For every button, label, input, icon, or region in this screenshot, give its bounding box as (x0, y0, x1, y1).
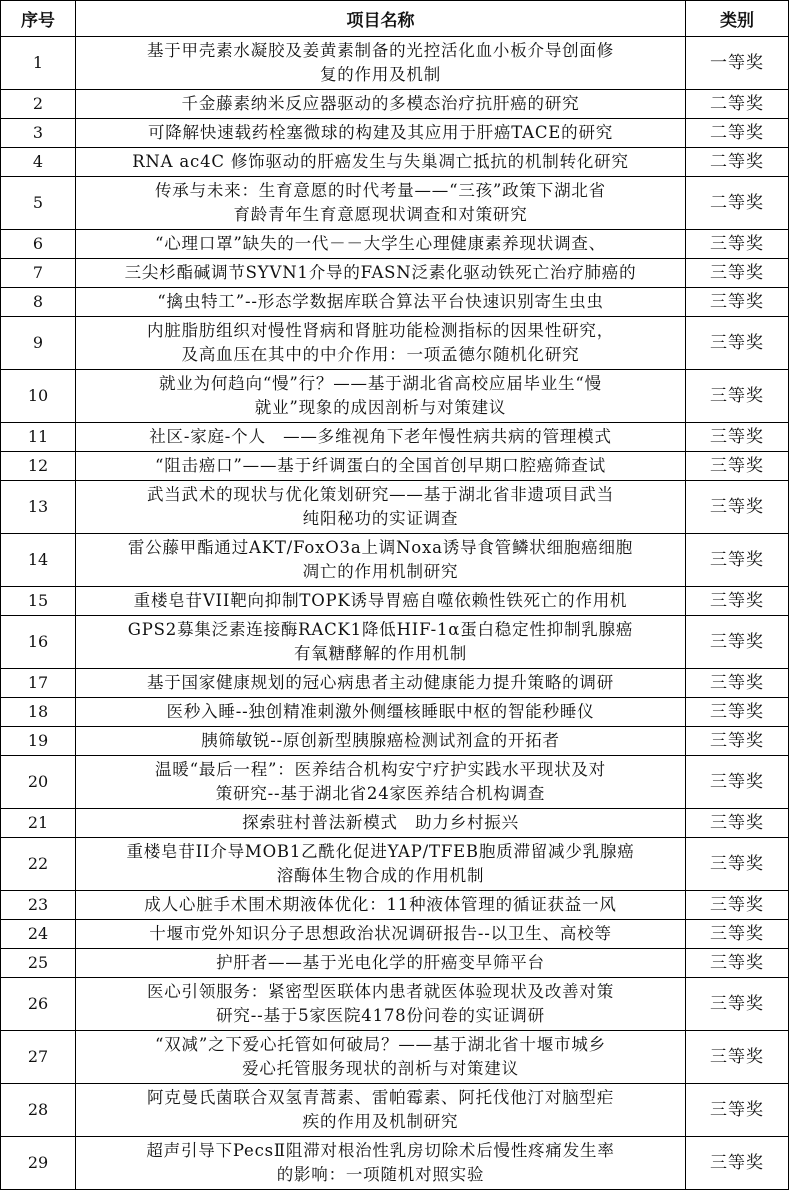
table-row (1, 949, 789, 978)
award-category: 三等奖 (686, 288, 789, 317)
row-number: 4 (1, 148, 76, 177)
project-name (76, 616, 686, 669)
project-name-line: 基于国家健康规划的冠心病患者主动健康能力提升策略的调研 (146, 673, 615, 692)
project-name (76, 949, 686, 978)
row-number: 2 (1, 90, 76, 119)
project-name-line: 超声引导下PecsⅡ阻滞对根治性乳房切除术后慢性疼痛发生率 (146, 1141, 615, 1160)
table-row (1, 423, 789, 452)
row-number: 28 (1, 1084, 76, 1137)
award-category: 三等奖 (686, 587, 789, 616)
row-number: 25 (1, 949, 76, 978)
project-name-line: 就业为何趋向“慢”行？——基于湖北省高校应届毕业生“慢 (159, 374, 602, 393)
award-category: 三等奖 (686, 616, 789, 669)
project-name (76, 698, 686, 727)
project-name (76, 370, 686, 423)
award-category: 三等奖 (686, 949, 789, 978)
award-category: 三等奖 (686, 370, 789, 423)
project-name (76, 727, 686, 756)
table-row (1, 698, 789, 727)
row-number: 7 (1, 259, 76, 288)
project-name (76, 756, 686, 809)
row-number: 10 (1, 370, 76, 423)
project-name-line: 基于甲壳素水凝胶及姜黄素制备的光控活化血小板介导创面修 (146, 41, 615, 60)
row-number: 29 (1, 1137, 76, 1190)
table-row (1, 838, 789, 891)
project-name-line: 千金藤素纳米反应器驱动的多模态治疗抗肝癌的研究 (181, 94, 580, 113)
project-name (76, 481, 686, 534)
table-row (1, 119, 789, 148)
project-name (76, 1084, 686, 1137)
project-name-line: 十堰市党外知识分子思想政治状况调研报告--以卫生、高校等 (149, 924, 612, 943)
table-row (1, 90, 789, 119)
table-row (1, 148, 789, 177)
row-number: 12 (1, 452, 76, 481)
project-name (76, 978, 686, 1031)
row-number: 8 (1, 288, 76, 317)
table-row (1, 616, 789, 669)
project-name-line: 探索驻村普法新模式 助力乡村振兴 (242, 813, 519, 832)
row-number: 27 (1, 1031, 76, 1084)
table-row (1, 317, 789, 370)
row-number: 13 (1, 481, 76, 534)
row-number: 17 (1, 669, 76, 698)
project-name (76, 669, 686, 698)
project-name-line: 溶酶体生物合成的作用机制 (276, 866, 485, 885)
table-row (1, 534, 789, 587)
row-number: 23 (1, 891, 76, 920)
project-name (76, 148, 686, 177)
award-category: 三等奖 (686, 756, 789, 809)
award-category: 三等奖 (686, 1084, 789, 1137)
project-name (76, 423, 686, 452)
award-category: 一等奖 (686, 37, 789, 90)
award-category: 二等奖 (686, 177, 789, 230)
project-name (76, 452, 686, 481)
award-category: 三等奖 (686, 534, 789, 587)
project-name (76, 920, 686, 949)
project-name (76, 177, 686, 230)
project-name-line: 疾的作用及机制研究 (302, 1112, 459, 1131)
award-category: 三等奖 (686, 920, 789, 949)
table-row (1, 452, 789, 481)
table-row (1, 177, 789, 230)
project-name (76, 90, 686, 119)
award-category: 三等奖 (686, 891, 789, 920)
table-row (1, 370, 789, 423)
table-row (1, 259, 789, 288)
table-row (1, 288, 789, 317)
project-name-line: 成人心脏手术围术期液体优化：11种液体管理的循证获益一风 (144, 895, 617, 914)
project-name (76, 317, 686, 370)
project-name-line: 重楼皂苷II介导MOB1乙酰化促进YAP/TFEB胞质滞留减少乳腺癌 (126, 842, 635, 861)
table-row (1, 1084, 789, 1137)
project-name (76, 534, 686, 587)
project-name-line: 复的作用及机制 (319, 65, 442, 84)
table-row (1, 756, 789, 809)
project-name-line: 医心引领服务：紧密型医联体内患者就医体验现状及改善对策 (146, 982, 615, 1001)
row-number: 5 (1, 177, 76, 230)
project-name-line: “阻击癌口”——基于纤调蛋白的全国首创早期口腔癌筛查试 (155, 456, 606, 475)
project-name-line: 的影响：一项随机对照实验 (276, 1165, 485, 1184)
award-category: 三等奖 (686, 452, 789, 481)
award-category: 三等奖 (686, 317, 789, 370)
table-row (1, 481, 789, 534)
award-category: 三等奖 (686, 727, 789, 756)
row-number: 18 (1, 698, 76, 727)
award-category: 三等奖 (686, 423, 789, 452)
row-number: 3 (1, 119, 76, 148)
project-name-line: “双减”之下爱心托管如何破局？——基于湖北省十堰市城乡 (155, 1035, 606, 1054)
project-name-line: 护肝者——基于光电化学的肝癌变早筛平台 (216, 953, 545, 972)
project-name (76, 37, 686, 90)
table-row (1, 37, 789, 90)
award-category: 二等奖 (686, 90, 789, 119)
project-name-line: 医秒入睡--独创精准刺激外侧缰核睡眠中枢的智能秒睡仪 (166, 702, 595, 721)
table-row (1, 920, 789, 949)
project-name-line: 重楼皂苷VII靶向抑制TOPK诱导胃癌自噬依赖性铁死亡的作用机 (133, 591, 628, 610)
project-name-line: 可降解快速载药栓塞微球的构建及其应用于肝癌TACE的研究 (147, 123, 614, 142)
table-row (1, 1137, 789, 1190)
project-name (76, 1031, 686, 1084)
project-name-line: 内脏脂肪组织对慢性肾病和肾脏功能检测指标的因果性研究， (146, 321, 615, 340)
table-row (1, 587, 789, 616)
row-number: 11 (1, 423, 76, 452)
row-number: 22 (1, 838, 76, 891)
header-no: 序号 (1, 1, 76, 37)
project-name (76, 119, 686, 148)
table-body (1, 37, 789, 1190)
award-category: 三等奖 (686, 1137, 789, 1190)
project-name (76, 809, 686, 838)
award-category: 三等奖 (686, 978, 789, 1031)
table-row (1, 891, 789, 920)
row-number: 21 (1, 809, 76, 838)
project-name-line: 研究--基于5家医院4178份问卷的实证调研 (216, 1006, 545, 1025)
row-number: 20 (1, 756, 76, 809)
row-number: 6 (1, 230, 76, 259)
row-number: 9 (1, 317, 76, 370)
award-category: 二等奖 (686, 119, 789, 148)
project-name-line: 凋亡的作用机制研究 (302, 562, 459, 581)
project-name (76, 288, 686, 317)
project-name-line: 传承与未来：生育意愿的时代考量——“三孩”政策下湖北省 (155, 181, 606, 200)
row-number: 26 (1, 978, 76, 1031)
table-row (1, 669, 789, 698)
header-name: 项目名称 (76, 1, 686, 37)
project-name-line: 有氧糖酵解的作用机制 (294, 644, 467, 663)
header-category: 类别 (686, 1, 789, 37)
row-number: 24 (1, 920, 76, 949)
row-number: 16 (1, 616, 76, 669)
project-name-line: 策研究--基于湖北省24家医养结合机构调查 (215, 784, 546, 803)
table-row (1, 978, 789, 1031)
project-name-line: 三尖杉酯碱调节SYVN1介导的FASN泛素化驱动铁死亡治疗肺癌的 (124, 263, 637, 282)
award-category: 三等奖 (686, 230, 789, 259)
project-name-line: 就业”现象的成因剖析与对策建议 (254, 398, 507, 417)
project-name-line: 爱心托管服务现状的剖析与对策建议 (242, 1059, 519, 1078)
award-category: 三等奖 (686, 809, 789, 838)
award-category: 三等奖 (686, 259, 789, 288)
project-name-line: 胰筛敏锐--原创新型胰腺癌检测试剂盒的开拓者 (201, 731, 560, 750)
project-name (76, 1137, 686, 1190)
award-category: 三等奖 (686, 698, 789, 727)
project-name (76, 838, 686, 891)
award-category: 三等奖 (686, 481, 789, 534)
project-name-line: 社区-家庭-个人 ——多维视角下老年慢性病共病的管理模式 (149, 427, 612, 446)
award-category: 三等奖 (686, 1031, 789, 1084)
row-number: 15 (1, 587, 76, 616)
project-name-line: “心理口罩”缺失的一代－－大学生心理健康素养现状调查、 (155, 234, 606, 253)
row-number: 1 (1, 37, 76, 90)
project-name (76, 587, 686, 616)
project-name-line: 纯阳秘功的实证调查 (302, 509, 459, 528)
award-category: 三等奖 (686, 838, 789, 891)
project-name-line: 及高血压在其中的中介作用：一项孟德尔随机化研究 (181, 345, 580, 364)
row-number: 14 (1, 534, 76, 587)
project-name-line: RNA ac4C 修饰驱动的肝癌发生与失巢凋亡抵抗的机制转化研究 (132, 152, 629, 171)
table-row (1, 230, 789, 259)
table-row (1, 727, 789, 756)
table-row (1, 809, 789, 838)
project-name-line: 武当武术的现状与优化策划研究——基于湖北省非遗项目武当 (146, 485, 615, 504)
project-name-line: 温暖“最后一程”：医养结合机构安宁疗护实践水平现状及对 (155, 760, 606, 779)
project-name (76, 259, 686, 288)
project-name-line: 阿克曼氏菌联合双氢青蒿素、雷帕霉素、阿托伐他汀对脑型疟 (146, 1088, 615, 1107)
project-name-line: 育龄青年生育意愿现状调查和对策研究 (233, 205, 528, 224)
award-category: 三等奖 (686, 669, 789, 698)
project-name-line: GPS2募集泛素连接酶RACK1降低HIF-1α蛋白稳定性抑制乳腺癌 (127, 620, 634, 639)
project-name-line: 雷公藤甲酯通过AKT/FoxO3a上调Noxa诱导食管鳞状细胞癌细胞 (127, 538, 634, 557)
header-row (1, 1, 789, 37)
table-row (1, 1031, 789, 1084)
project-name (76, 891, 686, 920)
row-number: 19 (1, 727, 76, 756)
award-category: 二等奖 (686, 148, 789, 177)
project-name (76, 230, 686, 259)
project-name-line: “擒虫特工”--形态学数据库联合算法平台快速识别寄生虫虫 (157, 292, 604, 311)
